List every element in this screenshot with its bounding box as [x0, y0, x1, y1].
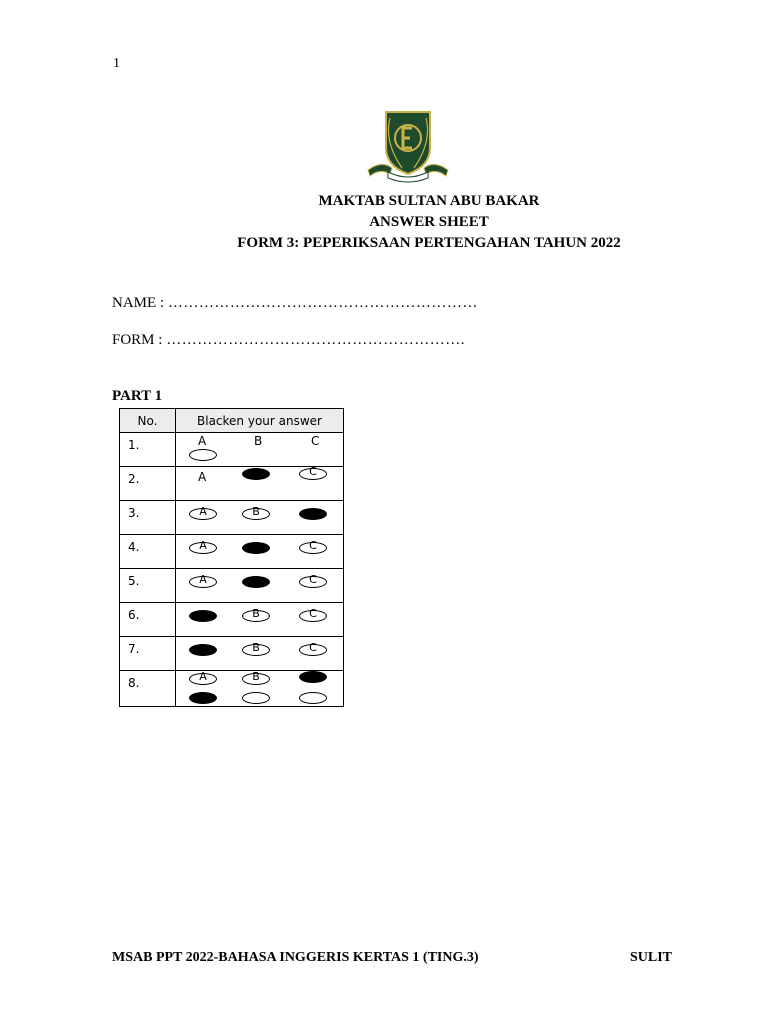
bubble-c[interactable]: C	[299, 610, 329, 624]
school-name: MAKTAB SULTAN ABU BAKAR	[318, 193, 540, 209]
name-field[interactable]	[112, 295, 478, 312]
bubble-c[interactable]: C	[299, 468, 329, 482]
answer-options	[176, 501, 344, 535]
bubble-a-filled[interactable]	[189, 610, 219, 624]
question-number: 1.	[120, 433, 176, 467]
bubble-b[interactable]: B	[242, 673, 272, 687]
bubble-a-filled[interactable]	[189, 644, 219, 658]
answer-options	[176, 569, 344, 603]
bubble-c-second[interactable]	[299, 692, 329, 706]
bubble-c[interactable]: C	[299, 576, 329, 590]
bubble-b-filled[interactable]	[242, 468, 272, 482]
question-number: 6.	[120, 603, 176, 637]
table-row	[120, 501, 344, 535]
form-label: FORM :	[112, 332, 163, 348]
table-row	[120, 637, 344, 671]
bubble-c-filled[interactable]	[299, 508, 329, 522]
bubble-b[interactable]: B	[242, 610, 272, 624]
bubble-a[interactable]	[189, 449, 219, 463]
question-number: 4.	[120, 535, 176, 569]
answer-options	[176, 671, 344, 707]
option-label-a: A	[198, 434, 207, 448]
table-row	[120, 467, 344, 501]
bubble-a[interactable]: A	[189, 673, 219, 687]
table-header-row	[120, 409, 344, 433]
question-number: 2.	[120, 467, 176, 501]
school-crest-logo	[362, 108, 454, 186]
bubble-a[interactable]: A	[189, 576, 219, 590]
bubble-c[interactable]: C	[299, 542, 329, 556]
bubble-b-filled[interactable]	[242, 576, 272, 590]
form-field[interactable]	[112, 332, 465, 349]
name-dots: ……………………………………………………	[167, 295, 478, 311]
answer-options	[176, 535, 344, 569]
col-answer-header: Blacken your answer	[176, 409, 344, 433]
footer-paper-info: MSAB PPT 2022-BAHASA INGGERIS KERTAS 1 (TING.3)	[112, 950, 479, 965]
sheet-title: ANSWER SHEET	[369, 214, 489, 230]
table-row	[120, 671, 344, 707]
table-row	[120, 433, 344, 467]
part-title: PART 1	[112, 388, 163, 404]
option-label-a: A	[198, 470, 207, 484]
bubble-b-second[interactable]	[242, 692, 272, 706]
option-label-b: B	[254, 434, 263, 448]
answer-options	[176, 433, 344, 467]
question-number: 3.	[120, 501, 176, 535]
name-label: NAME :	[112, 295, 165, 311]
bubble-c[interactable]: C	[299, 644, 329, 658]
form-dots: ………………………………………………….	[166, 332, 465, 348]
question-number: 8.	[120, 671, 176, 707]
bubble-c-filled[interactable]	[299, 671, 329, 685]
page-number: 1	[113, 56, 120, 71]
answer-options	[176, 467, 344, 501]
table-row	[120, 569, 344, 603]
question-number: 5.	[120, 569, 176, 603]
answer-options	[176, 637, 344, 671]
option-label-c: C	[311, 434, 320, 448]
bubble-a[interactable]: A	[189, 542, 219, 556]
col-no-header: No.	[120, 409, 176, 433]
answer-table	[119, 408, 344, 707]
bubble-a-filled-second[interactable]	[189, 692, 219, 706]
table-row	[120, 603, 344, 637]
footer-classification: SULIT	[630, 950, 673, 965]
bubble-b[interactable]: B	[242, 508, 272, 522]
bubble-b-filled[interactable]	[242, 542, 272, 556]
bubble-a[interactable]: A	[189, 508, 219, 522]
question-number: 7.	[120, 637, 176, 671]
answer-options	[176, 603, 344, 637]
exam-title: FORM 3: PEPERIKSAAN PERTENGAHAN TAHUN 2022	[237, 235, 621, 251]
bubble-b[interactable]: B	[242, 644, 272, 658]
table-row	[120, 535, 344, 569]
